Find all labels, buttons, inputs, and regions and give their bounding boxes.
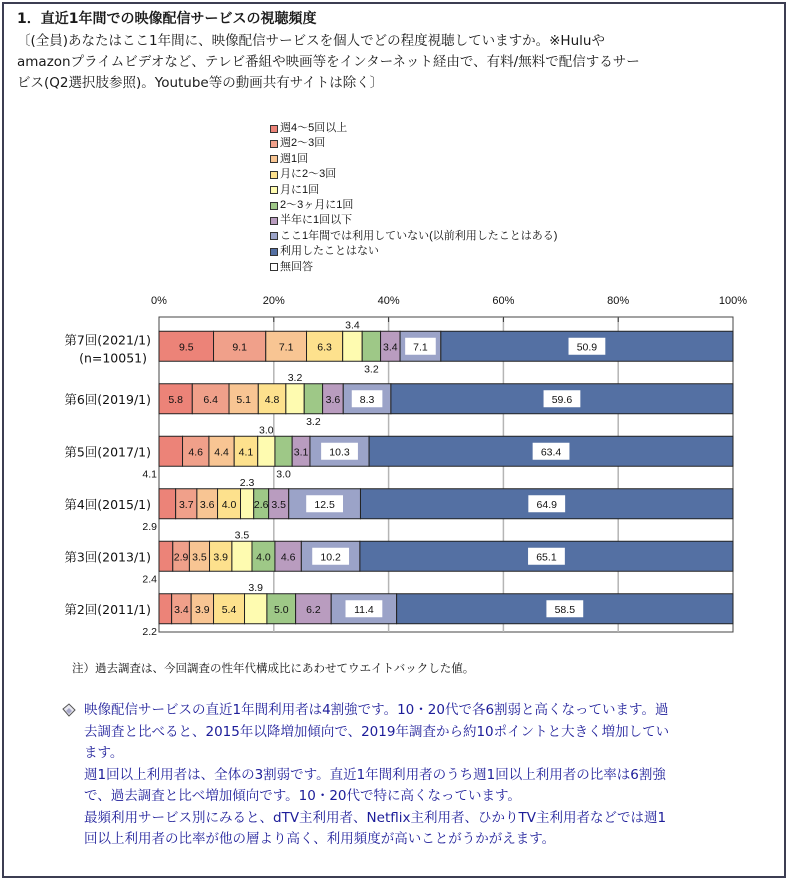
data-label: 4.0 [256, 551, 271, 564]
data-label: 3.5 [271, 498, 286, 511]
comment-line: 最頻利用サービス別にみると、dTV主利用者、Netflix主利用者、ひかりTV主利用者などでは週1 [84, 809, 667, 826]
data-label: 5.8 [168, 393, 183, 406]
legend-swatch [270, 125, 278, 133]
data-label: 3.0 [276, 468, 291, 481]
bar-segment [343, 331, 363, 361]
data-label: 8.3 [359, 393, 375, 406]
page-title: 1．直近1年間での映像配信サービスの視聴頻度 [17, 11, 317, 27]
data-label: 7.1 [413, 341, 428, 354]
data-label: 2.2 [142, 625, 157, 638]
legend-label: 利用したことはない [280, 245, 379, 258]
bar-segment [159, 436, 183, 466]
data-label: 10.2 [320, 551, 341, 564]
data-label: 6.3 [317, 341, 332, 354]
data-label: 6.2 [306, 603, 321, 616]
data-label: 7.1 [278, 341, 294, 354]
data-label: 4.1 [238, 446, 254, 459]
data-label: 4.6 [280, 551, 296, 564]
data-label: 63.4 [540, 446, 562, 459]
data-label: 3.2 [364, 363, 379, 376]
legend-item [270, 198, 557, 213]
data-label: 3.4 [345, 319, 360, 332]
category-label: 第4回(2015/1) [64, 496, 151, 512]
comment-block [62, 700, 782, 851]
data-label: 6.4 [203, 393, 218, 406]
data-label: 3.4 [174, 603, 189, 616]
data-label: 3.5 [192, 551, 207, 564]
comment-line: 回以上利用者の比率が他の層より高く、利用頻度が高いことがうかがえます。 [84, 831, 556, 847]
data-label: 11.4 [354, 603, 374, 616]
data-label: 5.1 [236, 393, 251, 406]
data-label: 3.7 [178, 498, 194, 511]
data-label: 10.3 [329, 446, 350, 459]
comment-line: で、過去調査と比べ増加傾向です。10・20代で特に高くなっています。 [84, 788, 521, 804]
legend-item [270, 121, 557, 136]
legend-label: 月に1回 [280, 183, 320, 196]
data-label: 3.9 [213, 551, 229, 564]
bar-segment [258, 436, 275, 466]
legend-swatch [270, 248, 278, 256]
legend-item [270, 152, 557, 167]
bar-segment [241, 489, 254, 519]
legend-label: ここ1年間では利用していない(以前利用したことはある) [280, 229, 558, 242]
data-label: 3.9 [248, 581, 264, 594]
x-tick-label: 100% [718, 295, 748, 307]
data-label: 4.1 [142, 468, 157, 481]
data-label: 4.0 [221, 498, 237, 511]
x-tick-label: 0% [151, 295, 167, 307]
legend-label: 週2〜3回 [280, 137, 326, 150]
bar-segment [159, 541, 173, 571]
x-tick-label: 80% [607, 295, 630, 307]
legend-swatch [270, 186, 278, 194]
legend-swatch [270, 232, 278, 240]
x-tick-label: 60% [492, 295, 515, 307]
legend-item [270, 260, 557, 275]
data-label: 4.8 [264, 393, 280, 406]
data-label: 3.2 [287, 371, 303, 384]
data-label: 2.6 [253, 498, 269, 511]
data-label: 64.9 [536, 498, 557, 511]
data-label: 12.5 [314, 498, 335, 511]
legend-swatch [270, 155, 278, 163]
legend-item [270, 229, 557, 244]
data-label: 5.4 [221, 603, 237, 616]
question-text [17, 31, 777, 94]
data-label: 58.5 [554, 603, 576, 616]
data-label: 9.1 [232, 341, 247, 354]
data-label: 2.9 [173, 551, 189, 564]
legend-label: 半年に1回以下 [280, 214, 353, 227]
category-label: 第5回(2017/1) [64, 444, 151, 460]
x-tick-label: 40% [377, 295, 400, 307]
chart-legend [270, 121, 557, 275]
comment-line: 去調査と比べると、2015年以降増加傾向で、2019年調査から約10ポイントと大きく増加してい [84, 723, 670, 740]
category-label: 第7回(2021/1) [64, 332, 151, 348]
bar-segment [159, 594, 172, 624]
legend-swatch [270, 217, 278, 225]
category-label: 第2回(2011/1) [64, 601, 151, 617]
legend-item [270, 167, 557, 182]
data-label: 4.4 [214, 446, 229, 459]
comment-line: 映像配信サービスの直近1年間利用者は4割強です。10・20代で各6割弱と高くなっています。過 [84, 702, 669, 718]
legend-label: 無回答 [280, 260, 313, 273]
plot-area [159, 317, 733, 632]
legend-swatch [270, 171, 278, 179]
data-label: 3.9 [195, 603, 210, 616]
chart-note: 注）過去調査は、今回調査の性年代構成比にあわせてウエイトバックした値。 [72, 663, 475, 675]
pencil-icon [62, 703, 76, 717]
question-line: 〔(全員)あなたはここ1年間に、映像配信サービスを個人でどの程度視聴していますか。※Huluや [17, 33, 605, 49]
legend-item [270, 183, 557, 198]
data-label: 59.6 [551, 393, 573, 406]
legend-item [270, 244, 557, 259]
data-label: 3.4 [383, 341, 398, 354]
data-label: 65.1 [536, 551, 557, 564]
x-tick-label: 20% [262, 295, 285, 307]
data-label: 50.9 [576, 341, 598, 354]
legend-swatch [270, 263, 278, 271]
comment-line: ます。 [84, 745, 124, 761]
legend-item [270, 213, 557, 228]
data-label: 2.3 [239, 476, 255, 489]
category-label: 第6回(2019/1) [64, 391, 151, 407]
data-label: 3.1 [293, 446, 309, 459]
data-label: 3.0 [259, 424, 274, 437]
legend-label: 2〜3ヶ月に1回 [280, 198, 354, 211]
bar-segment [159, 489, 176, 519]
data-label: 2.9 [142, 520, 157, 533]
data-label: 2.4 [142, 573, 157, 586]
stacked-bar-chart [0, 280, 788, 652]
legend-swatch [270, 202, 278, 210]
category-sublabel: (n=10051) [79, 350, 147, 366]
data-label: 9.5 [178, 341, 194, 354]
data-label: 4.6 [188, 446, 204, 459]
bar-segment [304, 384, 322, 414]
question-line: ビス(Q2選択肢参照)。Youtube等の動画共有サイトは除く〕 [17, 75, 384, 91]
legend-label: 週1回 [280, 152, 309, 165]
legend-swatch [270, 140, 278, 148]
category-label: 第3回(2013/1) [64, 549, 151, 565]
comment-line: 週1回以上利用者は、全体の3割弱です。直近1年間利用者のうち週1回以上利用者の比率は6割強 [84, 766, 666, 783]
bar-segment [362, 331, 380, 361]
legend-item [270, 136, 557, 151]
data-label: 3.6 [325, 393, 341, 406]
legend-label: 月に2〜3回 [280, 168, 337, 181]
legend-label: 週4〜5回以上 [280, 122, 348, 134]
bar-segment [232, 541, 252, 571]
data-label: 5.0 [273, 603, 289, 616]
bar-segment [286, 384, 304, 414]
question-line: amazonプライムビデオなど、テレビ番組や映画等をインターネット経由で、有料/無料で配信するサー [17, 54, 640, 70]
bar-segment [275, 436, 292, 466]
data-label: 3.2 [306, 415, 321, 428]
bar-segment [245, 594, 267, 624]
data-label: 3.6 [199, 498, 215, 511]
data-label: 3.5 [234, 529, 250, 542]
